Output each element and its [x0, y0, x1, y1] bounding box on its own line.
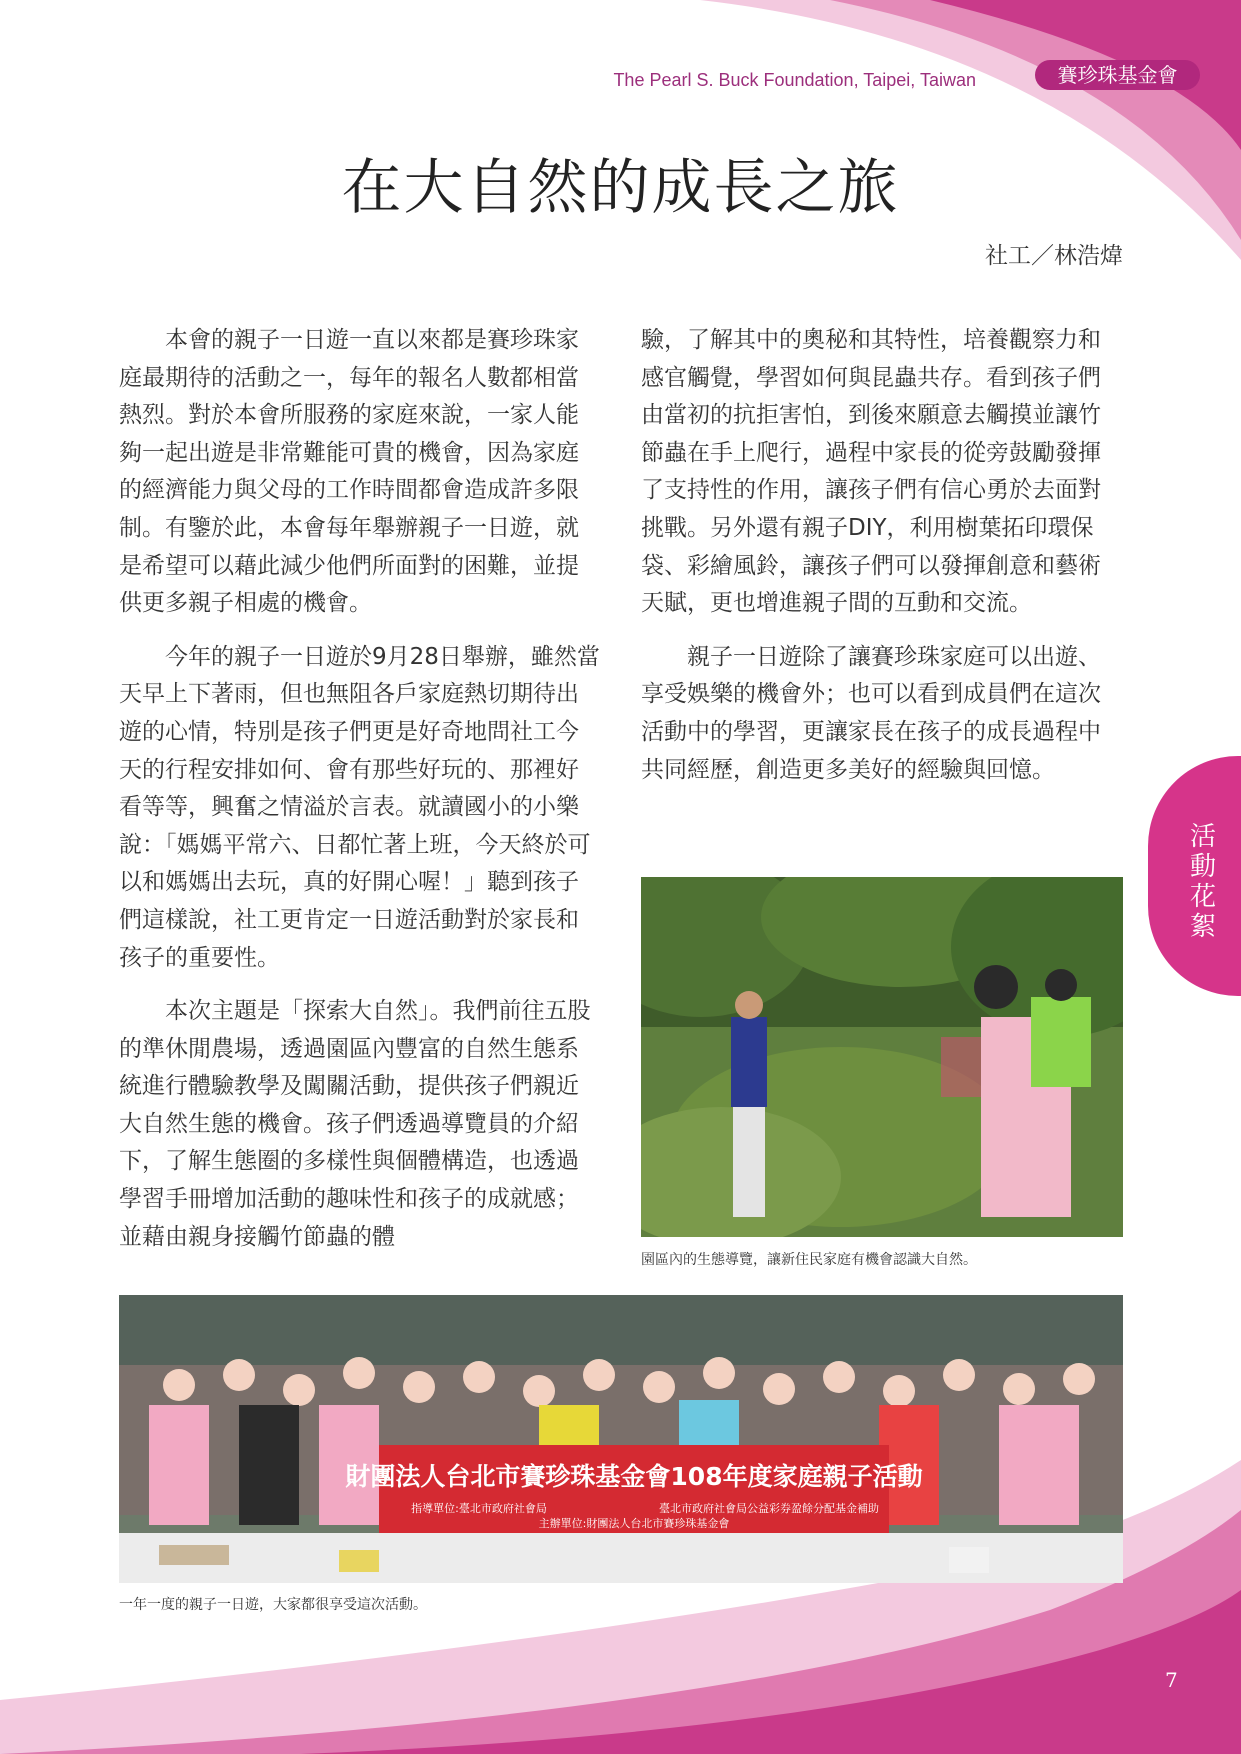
banner-sub-left-text: 指導單位:臺北市政府社會局 — [411, 1502, 547, 1515]
banner-main-text: 財團法人台北市賽珍珠基金會108年度家庭親子活動 — [345, 1462, 923, 1491]
garden-tour-photo — [641, 877, 1123, 1237]
article-column-right — [641, 322, 1123, 805]
banner-sub-right-text: 臺北市政府社會局公益彩券盈餘分配基金補助 — [659, 1502, 879, 1515]
paragraph: 今年的親子一日遊於9月28日舉辦，雖然當天早上下著雨，但也無阻各戶家庭熱切期待出遊的心情，特別是孩子們更是好奇地問社工今天的行程安排如何、會有那些好玩的、那裡好看等等，興奮之情溢於言表。就讀國小的小樂說：「媽媽平常六、日都忙著上班，今天終於可以和媽媽出去玩，真的好開心喔！」聽到孩子們這樣說，社工更肯定一日遊活動對於家長和孩子的重要性。 — [119, 643, 600, 971]
article-column-left — [119, 322, 601, 1272]
section-tab-label: 活動花絮 — [1189, 822, 1216, 942]
article-author: 社工／林浩煒 — [985, 243, 1123, 269]
paragraph: 親子一日遊除了讓賽珍珠家庭可以出遊、享受娛樂的機會外；也可以看到成員們在這次活動中的學習，更讓家長在孩子的成長過程中共同經歷，創造更多美好的經驗與回憶。 — [641, 643, 1101, 783]
paragraph: 本次主題是「探索大自然」。我們前往五股的準休閒農場，透過園區內豐富的自然生態系統進行體驗教學及闖關活動，提供孩子們親近大自然生態的機會。孩子們透過導覽員的介紹下，了解生態圈的多樣性與個體構造，也透過學習手冊增加活動的趣味性和孩子的成就感；並藉由親身接觸竹節蟲的體 — [119, 998, 591, 1250]
paragraph: 驗，了解其中的奧秘和其特性，培養觀察力和感官觸覺，學習如何與昆蟲共存。看到孩子們由當初的抗拒害怕，到後來願意去觸摸並讓竹節蟲在手上爬行，過程中家長的從旁鼓勵發揮了支持性的作用，讓孩子們有信心勇於去面對挑戰。另外還有親子DIY，利用樹葉拓印環保袋、彩繪風鈴，讓孩子們可以發揮創意和藝術天賦，更也增進親子間的互動和交流。 — [641, 327, 1101, 617]
banner-sub-bottom-text: 主辦單位:財團法人台北市賽珍珠基金會 — [538, 1517, 730, 1530]
group-photo — [119, 1295, 1123, 1583]
foundation-english-name: The Pearl S. Buck Foundation, Taipei, Taiwan — [613, 70, 976, 90]
group-photo-caption: 一年一度的親子一日遊，大家都很享受這次活動。 — [119, 1597, 427, 1613]
article-title: 在大自然的成長之旅 — [341, 153, 900, 223]
foundation-badge: 賽珍珠基金會 — [1035, 60, 1200, 90]
garden-photo-caption: 園區內的生態導覽，讓新住民家庭有機會認識大自然。 — [641, 1252, 977, 1268]
paragraph: 本會的親子一日遊一直以來都是賽珍珠家庭最期待的活動之一，每年的報名人數都相當熱烈。對於本會所服務的家庭來說，一家人能夠一起出遊是非常難能可貴的機會，因為家庭的經濟能力與父母的工作時間都會造成許多限制。有鑒於此，本會每年舉辦親子一日遊，就是希望可以藉此減少他們所面對的困難，並提供更多親子相處的機會。 — [119, 327, 579, 617]
page-number: 7 — [1165, 1668, 1178, 1692]
